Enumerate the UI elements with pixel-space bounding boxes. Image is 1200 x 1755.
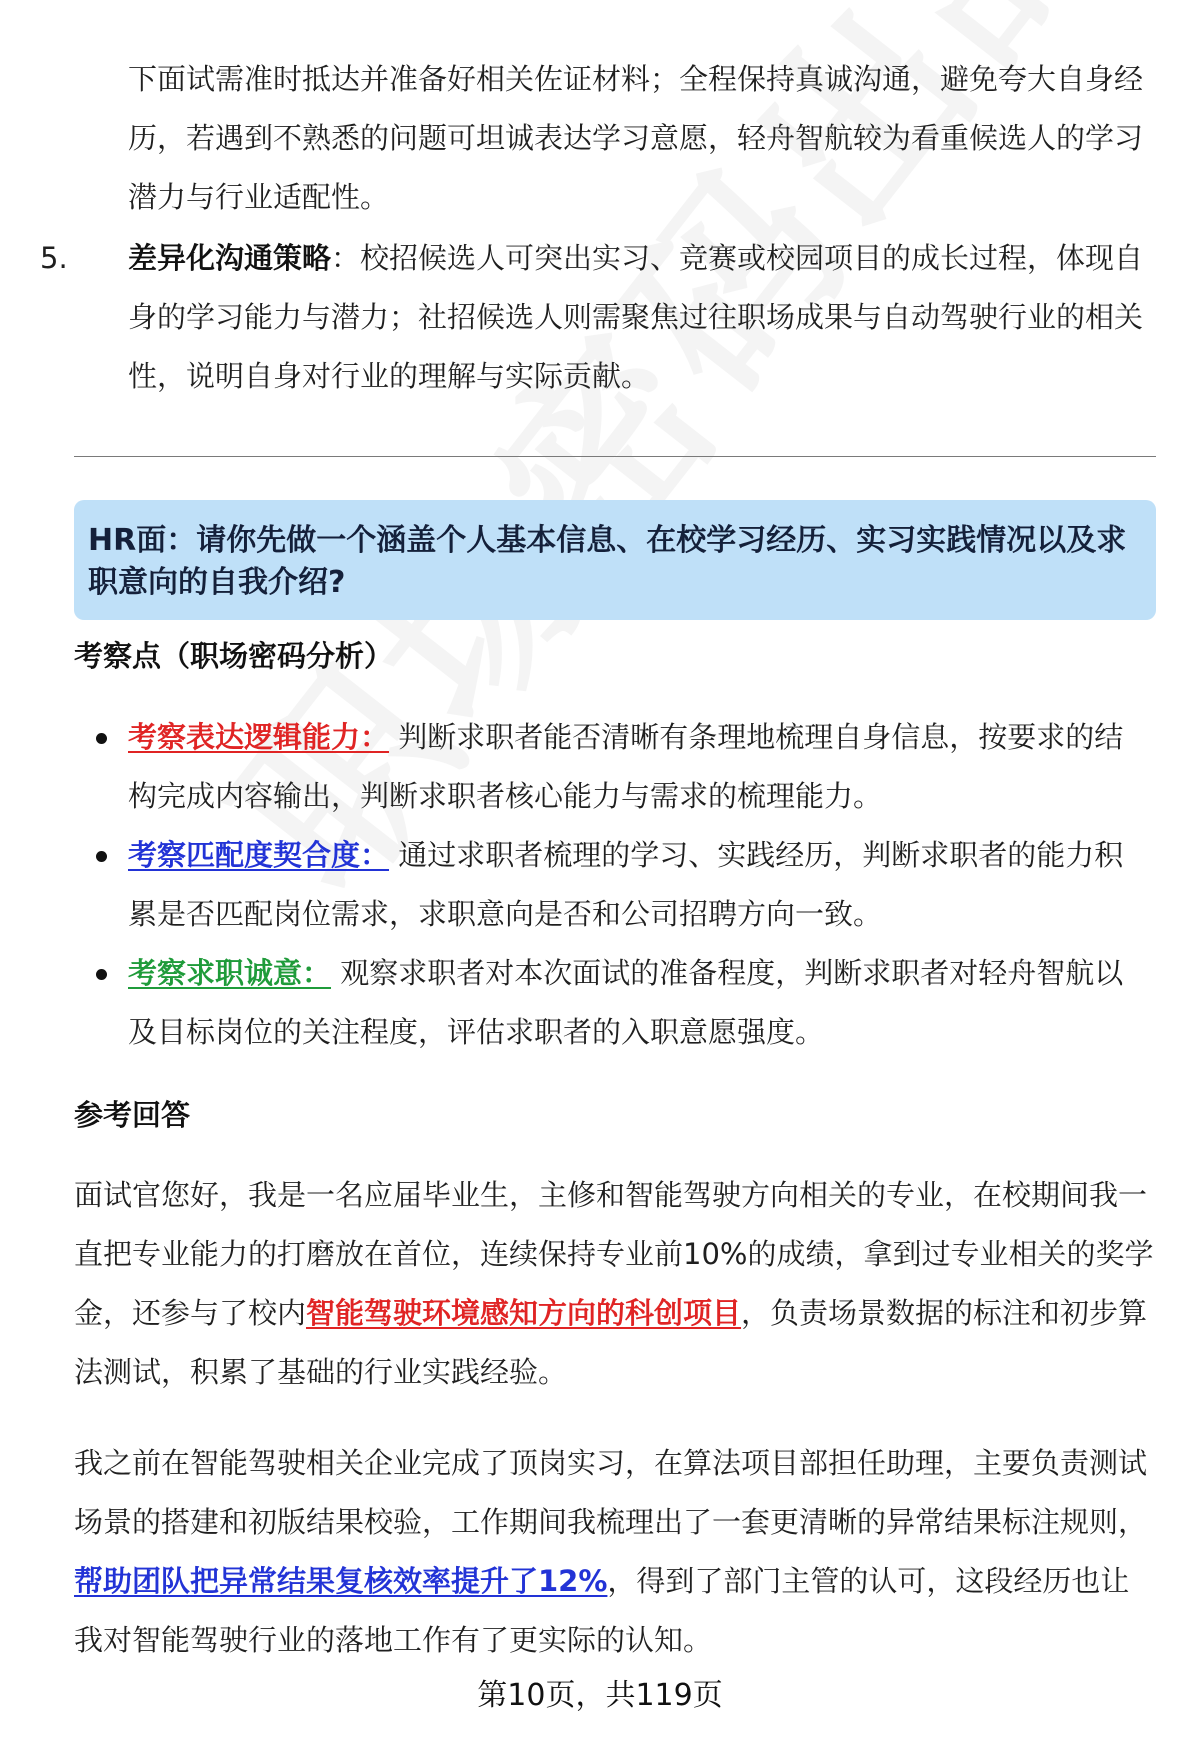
answer-text: 我之前在智能驾驶相关企业完成了顶岗实习，在算法项目部担任助理，主要负责测试场景的搭建和初版结果校验，工作期间我梳理出了一套更清晰的异常结果标注规则， [74,1446,1148,1539]
page-footer: 第10页，共119页 [477,1678,723,1713]
highlight-link[interactable]: 智能驾驶环境感知方向的科创项目 [306,1296,742,1330]
list-item-text: 判断求职者能否清晰有条理地梳理自身信息，按要求的结构完成内容输出，判断求职者核心能力与需求的梳理能力。 [128,720,1124,813]
question-text: HR面：请你先做一个涵盖个人基本信息、在校学习经历、实习实践情况以及求职意向的自我介绍? [88,523,1127,600]
item-title: 差异化沟通策略 [128,241,332,275]
numbered-item-5 [40,229,1148,406]
highlight-link[interactable]: 帮助团队把异常结果复核效率提升了12% [74,1564,608,1598]
answer-text: ，得到了部门主管的认可，这段经历也让我对智能驾驶行业的落地工作有了更实际的认知。 [74,1564,1130,1657]
keyword-link[interactable]: 考察表达逻辑能力： [128,720,390,754]
assessment-heading: 考察点（职场密码分析） [74,639,394,673]
assessment-list [92,708,1152,1062]
bullet-icon [96,851,107,862]
keyword-link[interactable]: 考察求职诚意： [128,956,332,990]
continuation-paragraph: 下面试需准时抵达并准备好相关佐证材料；全程保持真诚沟通，避免夸大自身经历，若遇到不熟悉的问题可坦诚表达学习意愿，轻舟智航较为看重候选人的学习潜力与行业适配性。 [128,62,1144,214]
list-item [92,826,1152,944]
bullet-icon [96,969,107,980]
list-item [92,708,1152,826]
keyword-link[interactable]: 考察匹配度契合度： [128,838,390,872]
item-text: ：校招候选人可突出实习、竞赛或校园项目的成长过程，体现自身的学习能力与潜力；社招候选人则需聚焦过往职场成果与自动驾驶行业的相关性，说明自身对行业的理解与实际贡献。 [128,241,1144,393]
section-divider [74,456,1156,457]
list-item-text: 通过求职者梳理的学习、实践经历，判断求职者的能力积累是否匹配岗位需求，求职意向是否和公司招聘方向一致。 [128,838,1124,931]
answer-text: ，负责场景数据的标注和初步算法测试，积累了基础的行业实践经验。 [74,1296,1148,1389]
bullet-icon [96,733,107,744]
question-box [74,500,1156,620]
reference-heading: 参考回答 [74,1098,191,1132]
list-item-text: 观察求职者对本次面试的准备程度，判断求职者对轻舟智航以及目标岗位的关注程度，评估求职者的入职意愿强度。 [128,956,1124,1049]
list-item [92,944,1152,1062]
item-number: 5. [40,241,68,275]
answer-paragraph-1 [74,1166,1156,1402]
answer-text: 面试官您好，我是一名应届毕业生，主修和智能驾驶方向相关的专业，在校期间我一直把专业能力的打磨放在首位，连续保持专业前10%的成绩，拿到过专业相关的奖学金，还参与了校内 [74,1178,1154,1330]
answer-paragraph-2 [74,1434,1156,1670]
